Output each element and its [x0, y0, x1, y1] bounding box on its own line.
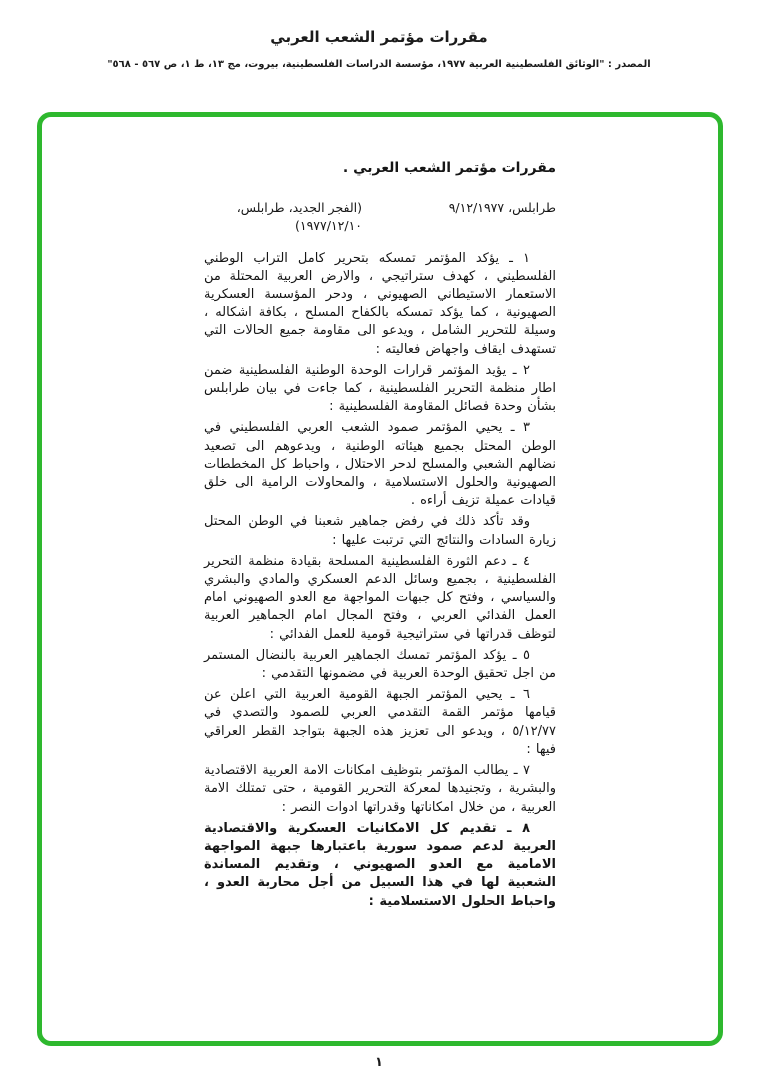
- page-header: [0, 0, 758, 70]
- paragraph-3: ٣ ـ يحيي المؤتمر صمود الشعب العربي الفلسطيني في الوطن المحتل بجميع هيئاته الوطنية ، ويدعوهم الى تصعيد نضالهم الشعبي والمسلح لدحر الاحتلال ، واحباط كل المخططات الصهيونية والحلول الاستسلامية ، والمحاولات الرامية الى خلق قيادات عميلة تزيف أراءه .: [204, 420, 556, 509]
- dateline-publication: (الفجر الجديد، طرابلس، ١٩٧٧/١٢/١٠): [236, 200, 362, 234]
- paragraph-6: ٦ ـ يحيي المؤتمر الجبهة القومية العربية التي اعلن عن قيامها مؤتمر القمة التقدمي العربي للصمود والتصدي في ٥/١٢/٧٧ ، ويدعو الى تعزيز هذه الجبهة بتواجد القطر العراقي فيها :: [204, 687, 556, 757]
- document-body: [204, 159, 556, 911]
- paragraph-2: ٢ ـ يؤيد المؤتمر قرارات الوحدة الوطنية الفلسطينية ضمن اطار منظمة التحرير الفلسطينية ، كما جاءت في بيان طرابلس بشأن وحدة فصائل المقاومة الفلسطينية :: [204, 362, 556, 415]
- paragraph-4: ٤ ـ دعم الثورة الفلسطينية المسلحة بقيادة منظمة التحرير الفلسطينية ، بجميع وسائل الدعم العسكري والمادي والبشري والسياسي ، وفتح كل جبهات المواجهة مع العدو الصهيوني امام العمل الفدائي العربي ، وفتح المجال امام الجماهير العربية لتوظف قدراتها في ستراتيجية قومية للعمل الفدائي :: [204, 553, 556, 642]
- dateline: [204, 199, 556, 235]
- paragraph-5: ٥ ـ يؤكد المؤتمر تمسك الجماهير العربية بالنضال المستمر من اجل تحقيق الوحدة العربية في مضمونها التقدمي :: [204, 647, 556, 682]
- paragraph-1: ١ ـ يؤكد المؤتمر تمسكه بتحرير كامل التراب الوطني الفلسطيني ، كهدف ستراتيجي ، والارض العربية المحتلة من الاستعمار الاستيطاني الصهيوني ، ودحر المؤسسة العسكرية الصهيونية ، كما يؤكد تمسكه بالكفاح المسلح ، بكافة اشكاله ، وسيلة للتحرير الشامل ، ويدعو الى مقاومة جميع الحالات التي تستهدف ايقاف واجهاض فعاليته :: [204, 250, 556, 357]
- source-citation: المصدر : "الوثائق الفلسطينية العربية ١٩٧٧، مؤسسة الدراسات الفلسطينية، بيروت، مج ١٣، ط ١، ص ٥٦٧ - ٥٦٨": [107, 59, 651, 70]
- document-frame: [37, 112, 723, 1046]
- paragraph-7: ٧ ـ يطالب المؤتمر بتوظيف امكانات الامة العربية الاقتصادية والبشرية ، وتجنيدها لمعركة التحرير القومية ، حتى تمتلك الامة العربية ، من خلال امكاناتها وقدراتها ادوات النصر :: [204, 763, 556, 815]
- page-number: ١: [375, 1055, 383, 1070]
- dateline-place-date: طرابلس، ٩/١٢/١٩٧٧: [448, 200, 556, 216]
- document-title: مقررات مؤتمر الشعب العربي .: [342, 160, 556, 176]
- page-title: مقررات مؤتمر الشعب العربي: [270, 28, 488, 46]
- paragraph-8: ٨ ـ تقديم كل الامكانيات العسكرية والاقتصادية العربية لدعم صمود سورية باعتبارها جبهة المواجهة الامامية مع العدو الصهيوني ، وتقديم المساندة الشعبية لها في هذا السبيل من أجل محاربة العدو ، واحباط الحلول الاستسلامية :: [204, 820, 556, 909]
- paragraph-3-followup: وقد تأكد ذلك في رفض جماهير شعبنا في الوطن المحتل زيارة السادات والنتائج التي ترتبت عليها :: [204, 514, 556, 548]
